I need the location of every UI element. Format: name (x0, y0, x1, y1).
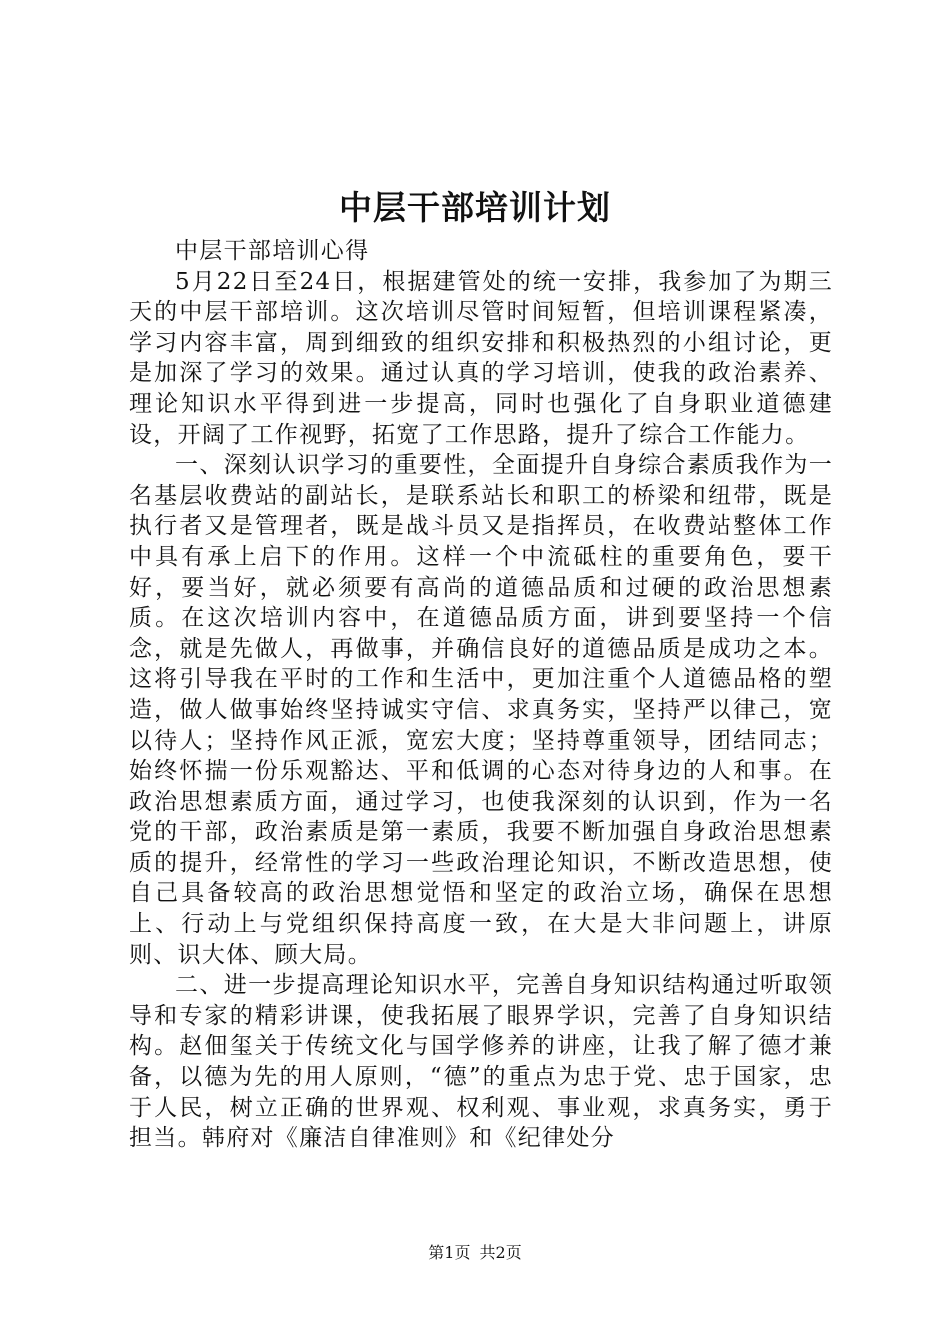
document-subtitle: 中层干部培训心得 (175, 238, 370, 264)
document-body (129, 236, 833, 1154)
paragraph-intro: 5月22日至24日，根据建管处的统一安排，我参加了为期三天的中层干部培训。这次培训尽管时间短暂，但培训课程紧凑，学习内容丰富，周到细致的组织安排和积极热烈的小组讨论，更是加深了学习的效果。通过认真的学习培训，使我的政治素养、理论知识水平得到进一步提高，同时也强化了自身职业道德建设，开阔了工作视野，拓宽了工作思路，提升了综合工作能力。 (129, 268, 833, 448)
paragraph-section-one: 一、深刻认识学习的重要性，全面提升自身综合素质我作为一名基层收费站的副站长，是联系站长和职工的桥梁和纽带，既是执行者又是管理者，既是战斗员又是指挥员，在收费站整体工作中具有承上启下的作用。这样一个中流砥柱的重要角色，要干好，要当好，就必须要有高尚的道德品质和过硬的政治思想素质。在这次培训内容中，在道德品质方面，讲到要坚持一个信念，就是先做人，再做事，并确信良好的道德品质是成功之本。这将引导我在平时的工作和生活中，更加注重个人道德品格的塑造，做人做事始终坚持诚实守信、求真务实，坚持严以律己，宽以待人；坚持作风正派，宽宏大度；坚持尊重领导，团结同志；始终怀揣一份乐观豁达、平和低调的心态对待身边的人和事。在政治思想素质方面，通过学习，也使我深刻的认识到，作为一名党的干部，政治素质是第一素质，我要不断加强自身政治思想素质的提升，经常性的学习一些政治理论知识，不断改造思想，使自己具备较高的政治思想觉悟和坚定的政治立场，确保在思想上、行动上与党组织保持高度一致，在大是大非问题上，讲原则、识大体、顾大局。 (129, 452, 833, 968)
page-footer (0, 1242, 950, 1264)
document-title: 中层干部培训计划 (339, 188, 611, 227)
page-number: 第1页 (428, 1243, 471, 1262)
paragraph-section-two: 二、进一步提高理论知识水平，完善自身知识结构通过听取领导和专家的精彩讲课，使我拓展了眼界学识，完善了自身知识结构。赵佃玺关于传统文化与国学修养的讲座，让我了解了德才兼备，以德为先的用人原则，“德”的重点为忠于党、忠于国家，忠于人民，树立正确的世界观、权利观、事业观，求真务实，勇于担当。韩府对《廉洁自律准则》和《纪律处分 (129, 972, 833, 1152)
page-total: 共2页 (479, 1243, 522, 1262)
